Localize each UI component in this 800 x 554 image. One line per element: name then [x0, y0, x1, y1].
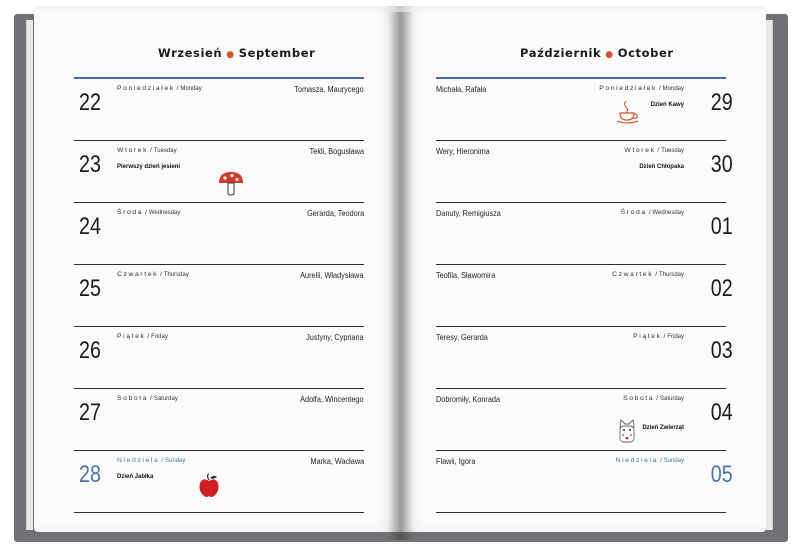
day-row-28 — [74, 451, 364, 513]
day-row-24 — [74, 203, 364, 265]
coffee-cup-icon — [614, 99, 642, 125]
holiday-label: Dzień Jabłka — [117, 474, 154, 480]
weekday-en: Tuesday — [153, 148, 177, 154]
holiday-label: Dzień Kawy — [650, 102, 684, 108]
weekday-pl: Środa — [620, 209, 647, 216]
day-row-02 — [436, 265, 733, 327]
month-name-en: October — [617, 46, 674, 60]
right-page — [400, 6, 766, 532]
weekday-en: Thursday — [163, 272, 189, 278]
day-row-01 — [436, 203, 733, 265]
name-days: Teresy, Gerarda — [436, 332, 488, 342]
weekday-pl: Poniedziałek — [117, 85, 175, 92]
name-days: Wery, Hieronima — [436, 146, 490, 156]
weekday-label: Wtorek / Tuesday — [624, 147, 684, 154]
day-number: 30 — [711, 151, 733, 178]
bullet-icon: ● — [605, 50, 614, 60]
day-row-25 — [74, 265, 364, 327]
weekday-pl: Piątek — [633, 333, 662, 340]
day-number: 22 — [79, 89, 101, 116]
holiday-label: Dzień Chłopaka — [639, 164, 684, 170]
weekday-en: Monday — [662, 86, 684, 92]
name-days: Dobromiły, Konrada — [436, 394, 501, 404]
name-days: Aurelii, Władysława — [300, 270, 364, 280]
day-row-26 — [74, 327, 364, 389]
weekday-en: Saturday — [153, 396, 178, 402]
holiday-label: Pierwszy dzień jesieni — [117, 164, 181, 170]
day-number: 01 — [711, 213, 733, 240]
right-page-edges — [766, 20, 773, 530]
row-divider — [436, 512, 726, 513]
weekday-pl: Sobota — [117, 395, 149, 402]
weekday-label: Sobota / Saturday — [117, 395, 178, 402]
cat-icon — [616, 417, 638, 445]
day-row-23 — [74, 141, 364, 203]
weekday-label: Czwartek / Thursday — [612, 271, 684, 278]
weekday-en: Thursday — [658, 272, 684, 278]
month-header-left — [158, 46, 315, 60]
weekday-label: Sobota / Saturday — [623, 395, 684, 402]
name-days: Gerarda, Teodora — [306, 208, 364, 218]
weekday-pl: Czwartek — [117, 271, 159, 278]
weekday-en: Friday — [667, 334, 684, 340]
day-number: 24 — [79, 213, 101, 240]
weekday-pl: Wtorek — [624, 147, 656, 154]
weekday-en: Sunday — [165, 458, 186, 464]
weekday-pl: Poniedziałek — [599, 85, 657, 92]
weekday-label: Środa / Wednesday — [620, 209, 684, 216]
name-days: Adolfa, Wincentego — [300, 394, 364, 404]
weekday-label: Czwartek / Thursday — [117, 271, 189, 278]
weekday-label: Niedziela / Sunday — [615, 457, 684, 464]
name-days: Justyny, Cypriana — [306, 332, 364, 342]
name-days: Flawii, Igora — [436, 456, 476, 466]
weekday-en: Wednesday — [148, 210, 181, 216]
day-number: 29 — [711, 89, 733, 116]
weekday-label: Piątek / Friday — [633, 333, 684, 340]
book-spine — [388, 12, 414, 540]
weekday-label: Niedziela / Sunday — [117, 457, 186, 464]
weekday-label: Poniedziałek / Monday — [117, 85, 202, 92]
day-row-27 — [74, 389, 364, 451]
day-number: 25 — [79, 275, 101, 302]
left-page-edges — [26, 20, 33, 530]
holiday-label: Dzień Zwierząt — [642, 425, 684, 431]
day-row-22 — [74, 79, 364, 141]
day-number: 03 — [711, 337, 733, 364]
weekday-pl: Niedziela — [615, 457, 658, 464]
weekday-en: Saturday — [659, 396, 684, 402]
weekday-en: Wednesday — [652, 210, 684, 216]
weekday-en: Sunday — [663, 458, 684, 464]
weekday-pl: Sobota — [623, 395, 655, 402]
weekday-label: Poniedziałek / Monday — [599, 85, 684, 92]
day-row-30 — [436, 141, 733, 203]
day-row-29 — [436, 79, 733, 141]
day-row-05 — [436, 451, 733, 513]
day-row-03 — [436, 327, 733, 389]
day-number: 26 — [79, 337, 101, 364]
day-number: 05 — [711, 461, 733, 488]
row-divider — [74, 512, 364, 513]
mushroom-icon — [216, 169, 246, 199]
bullet-icon: ● — [226, 50, 235, 60]
weekday-pl: Wtorek — [117, 147, 149, 154]
day-number: 27 — [79, 399, 101, 426]
weekday-en: Tuesday — [661, 148, 684, 154]
month-name-pl: Październik — [520, 46, 602, 60]
day-row-04 — [436, 389, 733, 451]
apple-icon — [198, 473, 220, 499]
left-page — [34, 6, 400, 532]
weekday-en: Monday — [180, 86, 202, 92]
weekday-en: Friday — [151, 334, 168, 340]
name-days: Teofila, Sławomira — [436, 270, 496, 280]
name-days: Tomasza, Maurycego — [294, 84, 364, 94]
name-days: Danuty, Remigiusza — [436, 208, 501, 218]
weekday-pl: Środa — [117, 209, 144, 216]
month-header-right — [520, 46, 674, 60]
name-days: Marka, Wacława — [310, 456, 364, 466]
weekday-label: Piątek / Friday — [117, 333, 168, 340]
weekday-pl: Piątek — [117, 333, 146, 340]
month-name-en: September — [238, 46, 316, 60]
day-number: 23 — [79, 151, 101, 178]
name-days: Michała, Rafała — [436, 84, 487, 94]
month-name-pl: Wrzesień — [158, 46, 223, 60]
weekday-pl: Czwartek — [612, 271, 654, 278]
day-number: 04 — [711, 399, 733, 426]
weekday-pl: Niedziela — [117, 457, 160, 464]
weekday-label: Wtorek / Tuesday — [117, 147, 177, 154]
day-number: 02 — [711, 275, 733, 302]
weekday-label: Środa / Wednesday — [117, 209, 181, 216]
day-number: 28 — [79, 461, 101, 488]
name-days: Tekli, Bogusława — [309, 146, 364, 156]
